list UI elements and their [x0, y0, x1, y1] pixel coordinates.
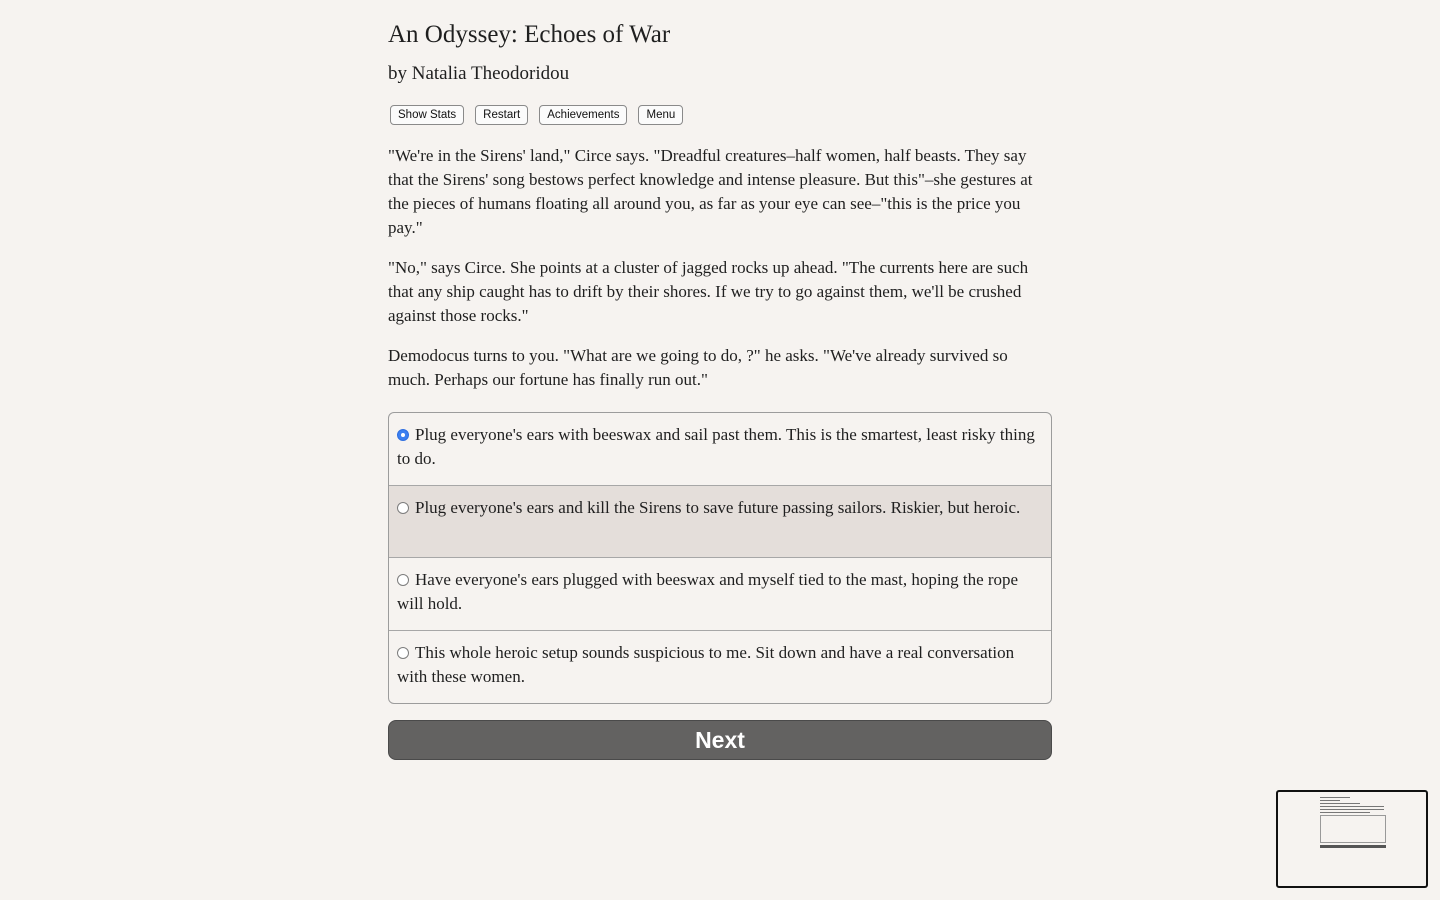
show-stats-button[interactable]: Show Stats [390, 105, 464, 125]
story-paragraph: "No," says Circe. She points at a cluster of jagged rocks up ahead. "The currents here are such that any ship caught has to drift by their shores. If we try to go against them, we'll be crushed against those rocks." [388, 258, 1029, 325]
choice-option-4[interactable] [389, 630, 1051, 703]
radio-unselected-icon[interactable] [397, 502, 409, 514]
game-content [388, 18, 1052, 760]
choice-label: This whole heroic setup sounds suspicious to me. Sit down and have a real conversation with these women. [397, 643, 1015, 686]
thumbnail-line [1320, 812, 1370, 813]
choice-option-2[interactable] [389, 485, 1051, 557]
choice-label: Plug everyone's ears with beeswax and sail past them. This is the smartest, least risky thing to do. [397, 425, 1035, 468]
story-text [388, 144, 1052, 392]
thumbnail-line [1320, 806, 1384, 807]
choice-label: Plug everyone's ears and kill the Sirens to save future passing sailors. Riskier, but heroic. [415, 498, 1021, 517]
choice-option-3[interactable] [389, 557, 1051, 630]
screen-thumbnail-preview[interactable] [1276, 790, 1428, 888]
radio-unselected-icon[interactable] [397, 647, 409, 659]
thumbnail-line [1320, 797, 1350, 798]
thumbnail-line [1320, 803, 1360, 804]
story-paragraph: "We're in the Sirens' land," Circe says. "Dreadful creatures–half women, half beasts. They say that the Sirens' song bestows perfect knowledge and intense pleasure. But this"–she gestures at the pieces of humans floating all around you, as far as your eye can see–"this is the price you pay." [388, 146, 1033, 237]
thumbnail-line [1320, 800, 1340, 801]
next-button[interactable]: Next [388, 720, 1052, 760]
radio-selected-icon[interactable] [397, 429, 409, 441]
thumbnail-next [1320, 845, 1386, 848]
thumbnail-content [1320, 797, 1386, 848]
game-title: An Odyssey: Echoes of War [388, 21, 671, 48]
toolbar [388, 105, 1052, 125]
thumbnail-line [1320, 809, 1384, 810]
restart-button[interactable]: Restart [475, 105, 528, 125]
author-byline: by Natalia Theodoridou [388, 63, 570, 84]
achievements-button[interactable]: Achievements [539, 105, 627, 125]
choice-list [388, 412, 1052, 704]
choice-label: Have everyone's ears plugged with beeswax and myself tied to the mast, hoping the rope will hold. [397, 570, 1019, 613]
menu-button[interactable]: Menu [638, 105, 683, 125]
choice-option-1[interactable] [389, 413, 1051, 485]
story-paragraph: Demodocus turns to you. "What are we going to do, ?" he asks. "We've already survived so much. Perhaps our fortune has finally run out." [388, 346, 1008, 389]
radio-unselected-icon[interactable] [397, 574, 409, 586]
thumbnail-choices [1320, 815, 1386, 843]
